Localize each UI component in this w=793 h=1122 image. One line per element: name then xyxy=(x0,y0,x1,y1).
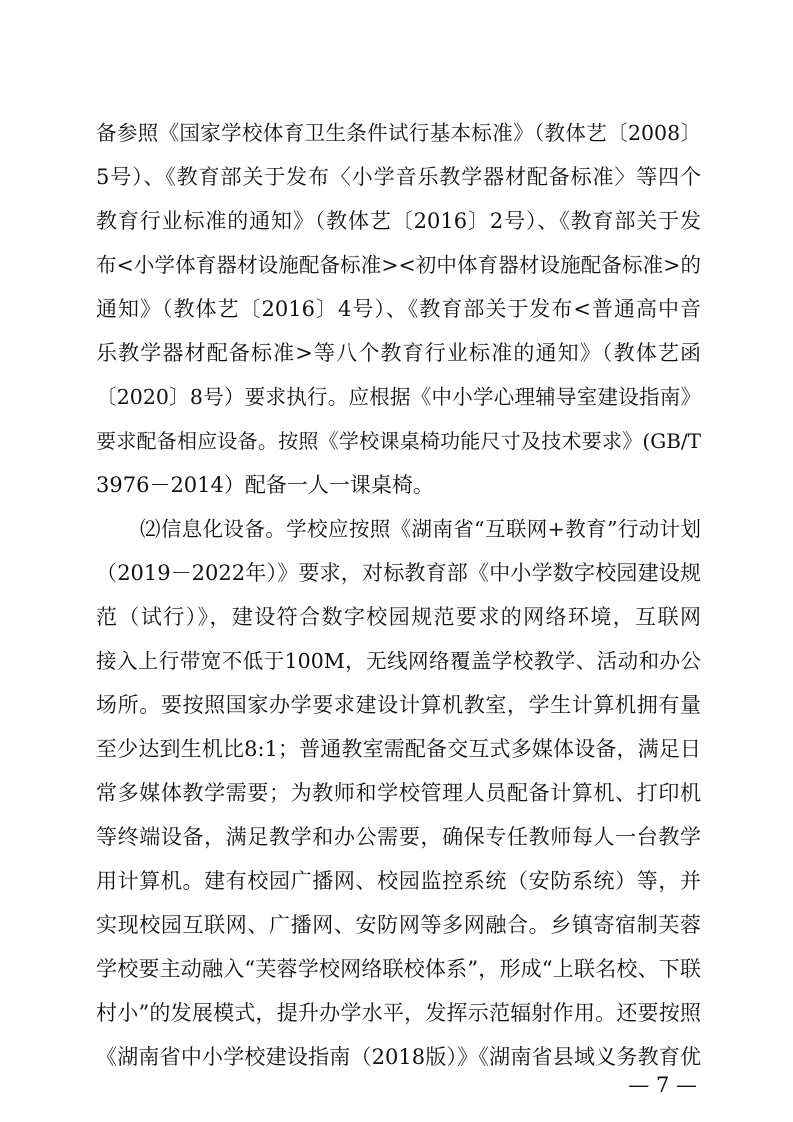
text-line: 村小”的发展模式，提升办学水平，发挥示范辐射作用。还要按照 xyxy=(96,1001,701,1025)
text-line: 〔2020〕8号）要求执行。应根据《中小学心理辅导室建设指南》 xyxy=(96,385,701,409)
text-line: 布<小学体育器材设施配备标准><初中体育器材设施配备标准>的 xyxy=(96,253,701,277)
text-line: 乐教学器材配备标准>等八个教育行业标准的通知》（教体艺函 xyxy=(96,341,701,365)
text-line: 用计算机。建有校园广播网、校园监控系统（安防系统）等，并 xyxy=(96,869,701,893)
text-line: 教育行业标准的通知》（教体艺〔2016〕2号）、《教育部关于发 xyxy=(96,209,701,233)
text-line: 3976－2014）配备一人一课桌椅。 xyxy=(96,473,434,497)
text-line: 场所。要按照国家办学要求建设计算机教室，学生计算机拥有量 xyxy=(96,693,701,717)
text-line: 等终端设备，满足教学和办公需要，确保专任教师每人一台教学 xyxy=(96,825,701,849)
text-line: 接入上行带宽不低于100M，无线网络覆盖学校教学、活动和办公 xyxy=(96,649,701,673)
text-line: 5号）、《教育部关于发布〈小学音乐教学器材配备标准〉等四个 xyxy=(96,165,701,189)
text-line: （2019－2022年）》要求，对标教育部《中小学数字校园建设规 xyxy=(96,561,701,585)
text-line: 常多媒体教学需要；为教师和学校管理人员配备计算机、打印机 xyxy=(96,781,701,805)
text-line: 至少达到生机比8:1；普通教室需配备交互式多媒体设备，满足日 xyxy=(96,737,701,761)
text-line: 要求配备相应设备。按照《学校课桌椅功能尺寸及技术要求》(GB/T xyxy=(96,429,701,453)
text-line: 学校要主动融入“芙蓉学校网络联校体系”，形成“上联名校、下联 xyxy=(96,957,701,981)
text-line: 实现校园互联网、广播网、安防网等多网融合。乡镇寄宿制芙蓉 xyxy=(96,913,701,937)
text-line: 范（试行）》，建设符合数字校园规范要求的网络环境，互联网 xyxy=(96,605,701,629)
text-line: 《湖南省中小学校建设指南（2018版）》《湖南省县域义务教育优 xyxy=(96,1045,701,1069)
text-line: ⑵信息化设备。学校应按照《湖南省“互联网+教育”行动计划 xyxy=(140,517,701,541)
text-line: 备参照《国家学校体育卫生条件试行基本标准》（教体艺〔2008〕 xyxy=(96,121,701,145)
page-number: — 7 — xyxy=(628,1073,697,1097)
text-line: 通知》（教体艺〔2016〕4号）、《教育部关于发布<普通高中音 xyxy=(96,297,701,321)
